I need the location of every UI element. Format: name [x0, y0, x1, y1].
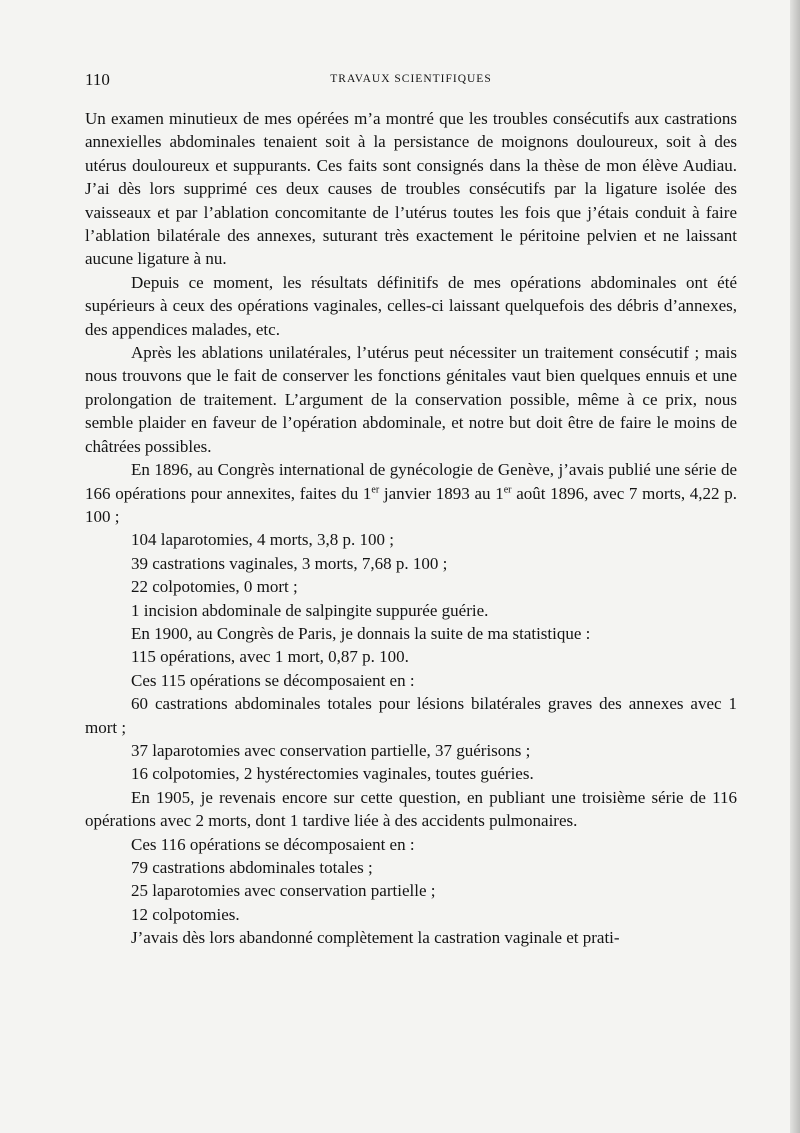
list-item: 12 colpotomies. — [131, 904, 240, 924]
paragraph: J’avais dès lors abandonné complètement la castration vaginale et prati- — [131, 928, 620, 948]
paragraph: Un examen minutieux de mes opérées m’a montré que les troubles consécutifs aux castrations annexielles abdominales tenaient soit à la persistance de moignons douloureux, soit à des utérus douloureux et suppurants. Ces faits sont consignés dans la thèse de mon élève Audiau. J’ai dès lors supprimé ces deux causes de troubles consécutifs par la ligature isolée des vaisseaux et par l’ablation concomitante de l’utérus toutes les fois que j’étais conduit à faire l’ablation bilatérale des annexes, suturant très exactement le péritoine pelvien et ne laissant aucune ligature à nu. — [85, 109, 737, 269]
list-item: En 1900, au Congrès de Paris, je donnais la suite de ma statistique : — [131, 623, 591, 643]
list-item: 79 castrations abdominales totales ; — [131, 858, 373, 877]
list-item: 16 colpotomies, 2 hystérectomies vaginales, toutes guéries. — [131, 764, 534, 784]
list-item: 37 laparotomies avec conservation partielle, 37 guérisons ; — [131, 740, 531, 760]
body-text — [85, 107, 737, 950]
running-title: TRAVAUX SCIENTIFIQUES — [330, 73, 492, 85]
page-edge-shadow — [790, 0, 800, 1133]
paragraph: Depuis ce moment, les résultats définitifs de mes opérations abdominales ont été supérieurs à ceux des opérations vaginales, celles-ci laissant quelquefois des débris d’annexes, des appendices malades, etc. — [85, 272, 737, 339]
list-item: 115 opérations, avec 1 mort, 0,87 p. 100. — [131, 647, 409, 667]
paragraph: 60 castrations abdominales totales pour lésions bilatérales graves des annexes avec 1 mort ; — [85, 694, 737, 737]
page-header — [85, 70, 737, 92]
paragraph: Après les ablations unilatérales, l’utérus peut nécessiter un traitement consécutif ; mais nous trouvons que le fait de conserver les fonctions génitales vaut bien quelques ennuis et une prolongation de traitement. L’argument de la conservation possible, même à ce prix, nous semble plaider en faveur de l’opération abdominale, et notre but doit être de faire le moins de châtrées possibles. — [85, 343, 737, 456]
paragraph: En 1905, je revenais encore sur cette question, en publiant une troisième série de 116 opérations avec 2 morts, dont 1 tardive liée à des accidents pulmonaires. — [85, 787, 737, 831]
list-item: Ces 115 opérations se décomposaient en : — [131, 670, 415, 690]
list-item: Ces 116 opérations se décomposaient en : — [131, 834, 415, 854]
list-item: 1 incision abdominale de salpingite suppurée guérie. — [131, 600, 489, 620]
list-item: 104 laparotomies, 4 morts, 3,8 p. 100 ; — [131, 530, 395, 550]
paragraph: En 1896, au Congrès international de gynécologie de Genève, j’avais publié une série de 166 opérations pour annexites, faites du 1er janvier 1893 au 1er août 1896, avec 7 morts, 4,22 p. 100 ; — [85, 460, 737, 526]
list-item: 22 colpotomies, 0 mort ; — [131, 577, 298, 597]
page-number: 110 — [85, 70, 110, 89]
list-item: 25 laparotomies avec conservation partielle ; — [131, 881, 436, 901]
list-item: 39 castrations vaginales, 3 morts, 7,68 p. 100 ; — [131, 553, 448, 573]
